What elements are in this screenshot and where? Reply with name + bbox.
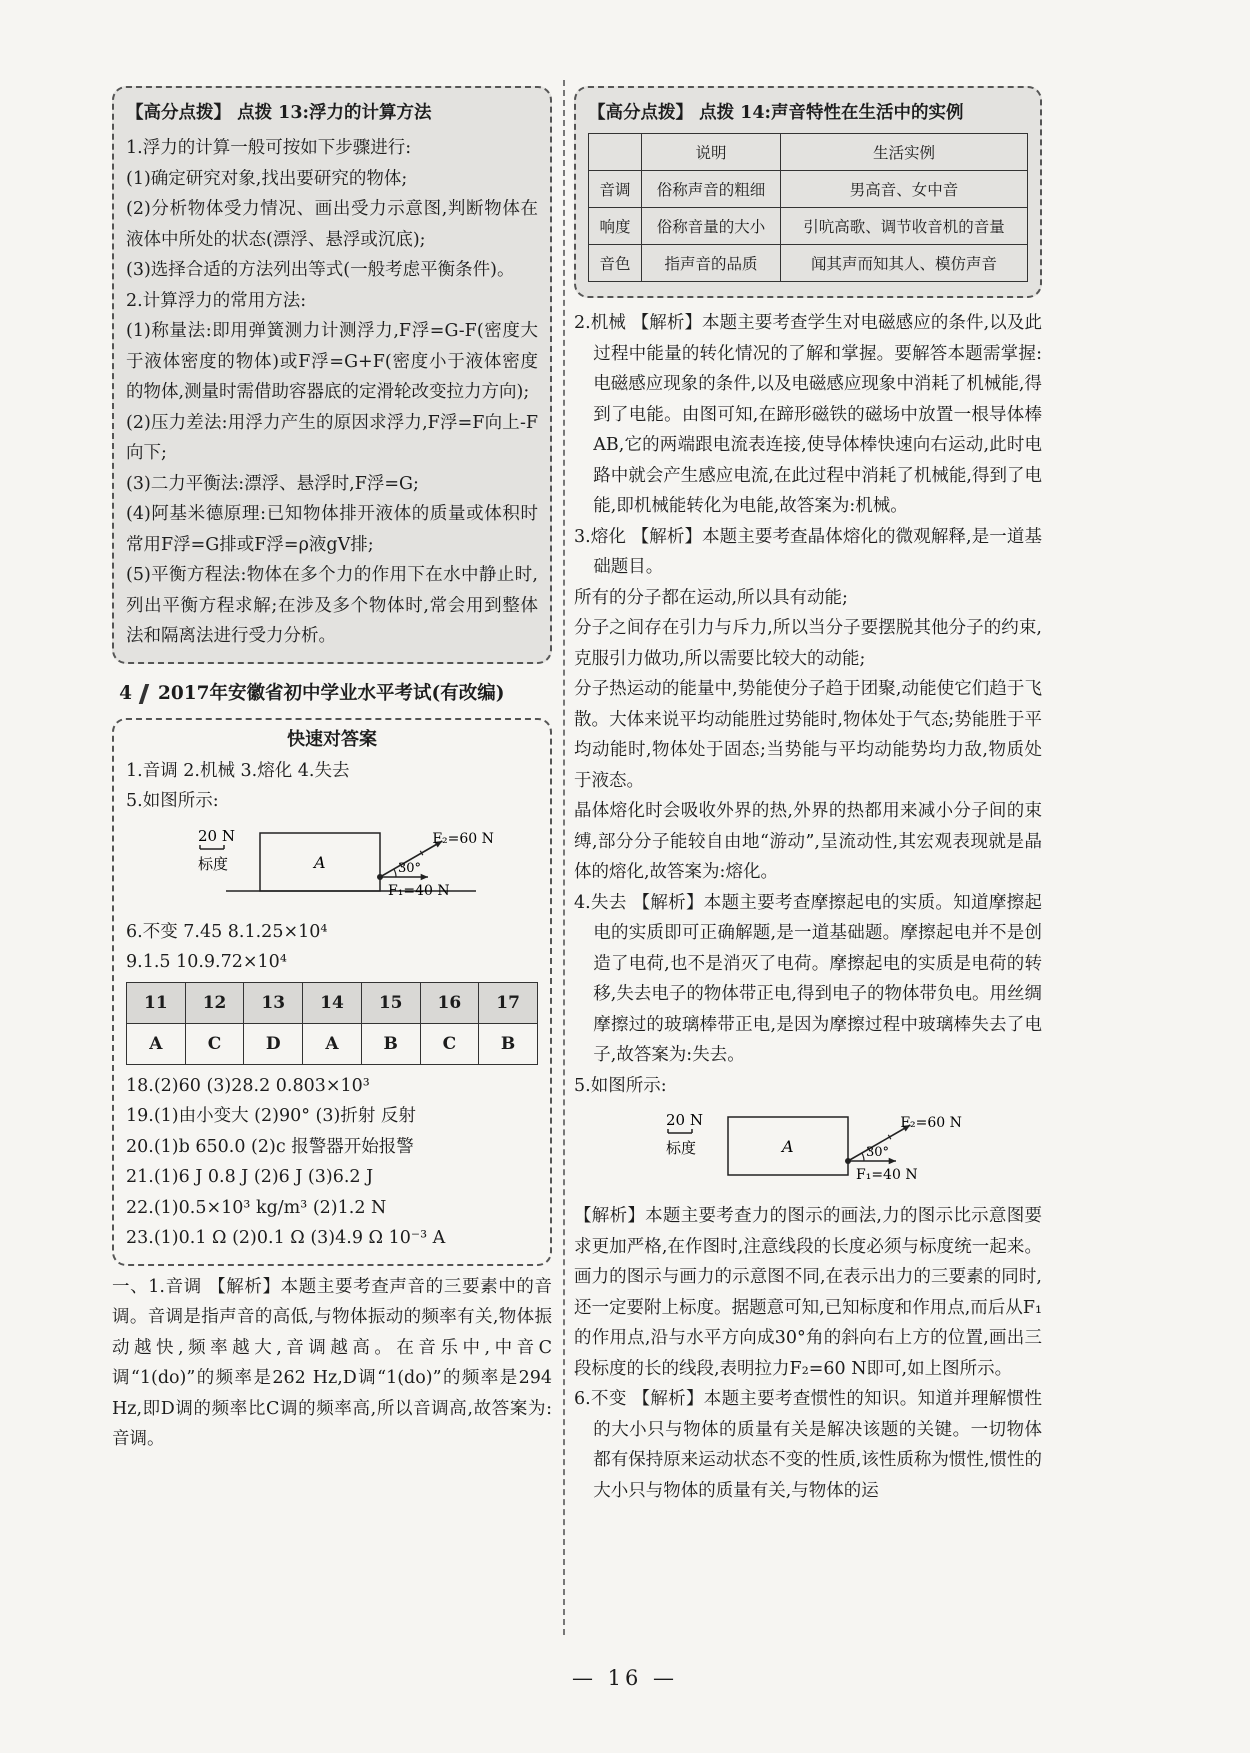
angle-arc (394, 869, 396, 877)
table-header-cell: 生活实例 (781, 134, 1028, 171)
answer-value-cell: B (479, 1023, 538, 1064)
quick-line: 21.(1)6 J 0.8 J (2)6 J (3)6.2 J (126, 1167, 374, 1187)
quick-line: 1.音调 2.机械 3.熔化 4.失去 (126, 760, 350, 781)
block-label: A (782, 1137, 794, 1156)
table-cell: 指声音的品质 (642, 245, 781, 282)
answer-number-cell: 16 (420, 982, 479, 1023)
tip13-line: (2)分析物体受力情况、画出受力示意图,判断物体在液体中所处的状态(漂浮、悬浮或沉底); (126, 199, 538, 250)
answer-4: 4.失去 【解析】本题主要考查摩擦起电的实质。知道摩擦起电的实质即可正确解题,是一道基础题。摩擦起电并不是创造了电荷,也不是消灭了电荷。摩擦起电的实质是电荷的转移,失去电子的物体带正电,得到电子的物体带负电。用丝绸摩擦过的玻璃棒带正电,是因为摩擦过程中玻璃棒失去了电子,故答案为:失去。 (574, 892, 1042, 1065)
answer-5-explanation: 【解析】本题主要考查力的图示的画法,力的图示比示意图要求更加严格,在作图时,注意线段的长度必须与标度统一起来。画力的图示与画力的示意图不同,在表示出力的三要素的同时,还一定要附上标度。据题意可知,已知标度和作用点,而后从F₁的作用点,沿与水平方向成30°角的斜向右上方的位置,画出三段标度的长的线段,表明拉力F₂=60 N即可,如上图所示。 (574, 1206, 1042, 1379)
tip13-line: (4)阿基米德原理:已知物体排开液体的质量或体积时常用F浮=G排或F浮=ρ液gV排; (126, 504, 538, 555)
answer-3-para: 分子热运动的能量中,势能使分子趋于团聚,动能使它们趋于飞散。大体来说平均动能胜过势能时,物体处于气态;势能胜于平均动能时,物体处于固态;当势能与平均动能势均力敌,物质处于液态。 (574, 679, 1042, 791)
tip13-line: (1)称量法:即用弹簧测力计测浮力,F浮=G-F(密度大于液体密度的物体)或F浮=G+F(密度小于液体密度的物体,测量时需借助容器底的定滑轮改变拉力方向); (126, 321, 538, 402)
tip13-line: (3)二力平衡法:漂浮、悬浮时,F浮=G; (126, 473, 419, 494)
table-row (589, 208, 1028, 245)
scale-label: 标度 (198, 854, 229, 873)
tip14-title: 【高分点拨】 点拨 14:声音特性在生活中的实例 (588, 103, 964, 123)
f1-label: F₁=40 N (856, 1167, 918, 1183)
answer-3-para: 晶体熔化时会吸收外界的热,外界的热都用来减小分子间的束缚,部分分子能较自由地“游动”,呈流动性,其宏观表现就是晶体的熔化,故答案为:熔化。 (574, 801, 1042, 882)
force-diagram-large (664, 1103, 964, 1193)
answer-value-cell: A (127, 1023, 186, 1064)
sound-table (588, 133, 1028, 282)
answer-number-cell: 12 (185, 982, 244, 1023)
answer-number-cell: 13 (244, 982, 303, 1023)
force-arrows (845, 1115, 962, 1183)
column-divider (563, 80, 565, 1635)
table-cell: 闻其声而知其人、模仿声音 (781, 245, 1028, 282)
quick-line: 19.(1)由小变大 (2)90° (3)折射 反射 (126, 1106, 416, 1126)
quick-line: 22.(1)0.5×10³ kg/m³ (2)1.2 N (126, 1197, 387, 1218)
table-cell: 引吭高歌、调节收音机的音量 (781, 208, 1028, 245)
table-header-cell (589, 134, 642, 171)
answer-3-para: 所有的分子都在运动,所以具有动能; (574, 587, 848, 608)
right-column (574, 86, 1042, 1506)
scale-value: 20 N (198, 826, 235, 845)
tip14-box (574, 86, 1042, 298)
quick-line: 20.(1)b 650.0 (2)c 报警器开始报警 (126, 1136, 414, 1157)
answer-5: 5.如图所示: (574, 1075, 667, 1096)
answer-value-cell: A (303, 1023, 362, 1064)
answer-value-cell: B (361, 1023, 420, 1064)
table-row (589, 245, 1028, 282)
f1-arrow-head (421, 873, 428, 880)
answer-table (126, 982, 538, 1065)
angle-label: 30° (866, 1145, 890, 1160)
tip13-line: (2)压力差法:用浮力产生的原因求浮力,F浮=F向上-F向下; (126, 412, 538, 463)
tip13-line: 2.计算浮力的常用方法: (126, 290, 307, 311)
exam-title: 2017年安徽省初中学业水平考试(有改编) (158, 682, 505, 704)
quick-answer-title: 快速对答案 (287, 728, 377, 750)
answer-value-cell: C (185, 1023, 244, 1064)
slash-icon (139, 684, 149, 704)
tip13-line: (1)确定研究对象,找出要研究的物体; (126, 168, 408, 189)
quick-line: 6.不变 7.45 8.1.25×10⁴ (126, 921, 328, 942)
answer-3-para: 分子之间存在引力与斥力,所以当分子要摆脱其他分子的约束,克服引力做功,所以需要比较大的动能; (574, 618, 1042, 669)
table-cell: 响度 (589, 208, 642, 245)
tip13-line: (5)平衡方程法:物体在多个力的作用下在水中静止时,列出平衡方程求解;在涉及多个物体时,常会用到整体法和隔离法进行受力分析。 (126, 565, 538, 646)
quick-line: 18.(2)60 (3)28.2 0.803×10³ (126, 1075, 370, 1096)
answer-value-cell: D (244, 1023, 303, 1064)
answer-value-row (127, 1023, 538, 1064)
answer-3: 3.熔化 【解析】本题主要考查晶体熔化的微观解释,是一道基础题目。 (574, 526, 1042, 577)
f2-label: F₂=60 N (432, 830, 494, 847)
answer-number-cell: 11 (127, 982, 186, 1023)
table-cell: 音调 (589, 171, 642, 208)
exam-heading (112, 680, 552, 708)
table-cell: 男高音、女中音 (781, 171, 1028, 208)
answer-number-cell: 17 (479, 982, 538, 1023)
answer-1: 一、1.音调 【解析】本题主要考查声音的三要素中的音调。音调是指声音的高低,与物体振动的频率有关,物体振动越快,频率越大,音调越高。在音乐中,中音C调“1(do)”的频率是262 Hz,D调“1(do)”的频率是294 Hz,即D调的频率比C调的频率高,所以音调高,故答案为:音调。 (112, 1276, 552, 1449)
quick-answer-box (112, 718, 552, 1266)
sound-table-header (589, 134, 1028, 171)
f2-label: F₂=60 N (900, 1115, 962, 1131)
force-diagram-small (196, 819, 496, 909)
answer-number-cell: 15 (361, 982, 420, 1023)
angle-arc (862, 1153, 864, 1161)
force-arrows (377, 831, 494, 899)
f1-arrow-head (889, 1158, 896, 1165)
angle-label: 30° (398, 860, 422, 876)
table-row (589, 171, 1028, 208)
quick-line: 23.(1)0.1 Ω (2)0.1 Ω (3)4.9 Ω 10⁻³ A (126, 1228, 446, 1248)
answer-number-row (127, 982, 538, 1023)
f1-label: F₁=40 N (388, 882, 450, 899)
tip13-line: (3)选择合适的方法列出等式(一般考虑平衡条件)。 (126, 260, 515, 280)
scale-value: 20 N (666, 1111, 703, 1129)
answer-number-cell: 14 (303, 982, 362, 1023)
left-column (112, 86, 552, 1455)
table-cell: 音色 (589, 245, 642, 282)
quick-line: 9.1.5 10.9.72×10⁴ (126, 952, 287, 972)
block-label: A (314, 852, 326, 872)
tip13-box (112, 86, 552, 664)
page-number: — 16 — (571, 1666, 679, 1690)
table-cell: 俗称音量的大小 (642, 208, 781, 245)
scale-label: 标度 (666, 1139, 697, 1157)
exam-number: 4 (119, 682, 132, 704)
answer-6: 6.不变 【解析】本题主要考查惯性的知识。知道并理解惯性的大小只与物体的质量有关是解决该题的关键。一切物体都有保持原来运动状态不变的性质,该性质称为惯性,惯性的大小只与物体的质量有关,与物体的运 (574, 1389, 1042, 1501)
tip13-title: 【高分点拨】 点拨 13:浮力的计算方法 (126, 103, 432, 123)
table-cell: 俗称声音的粗细 (642, 171, 781, 208)
answer-value-cell: C (420, 1023, 479, 1064)
quick-line: 5.如图所示: (126, 791, 219, 811)
table-header-cell: 说明 (642, 134, 781, 171)
tip13-line: 1.浮力的计算一般可按如下步骤进行: (126, 138, 412, 158)
answer-2: 2.机械 【解析】本题主要考查学生对电磁感应的条件,以及此过程中能量的转化情况的了解和掌握。要解答本题需掌握:电磁感应现象的条件,以及电磁感应现象中消耗了机械能,得到了电能。由图可知,在蹄形磁铁的磁场中放置一根导体棒AB,它的两端跟电流表连接,使导体棒快速向右运动,此时电路中就会产生感应电流,在此过程中消耗了机械能,得到了电能,即机械能转化为电能,故答案为:机械。 (574, 313, 1042, 516)
